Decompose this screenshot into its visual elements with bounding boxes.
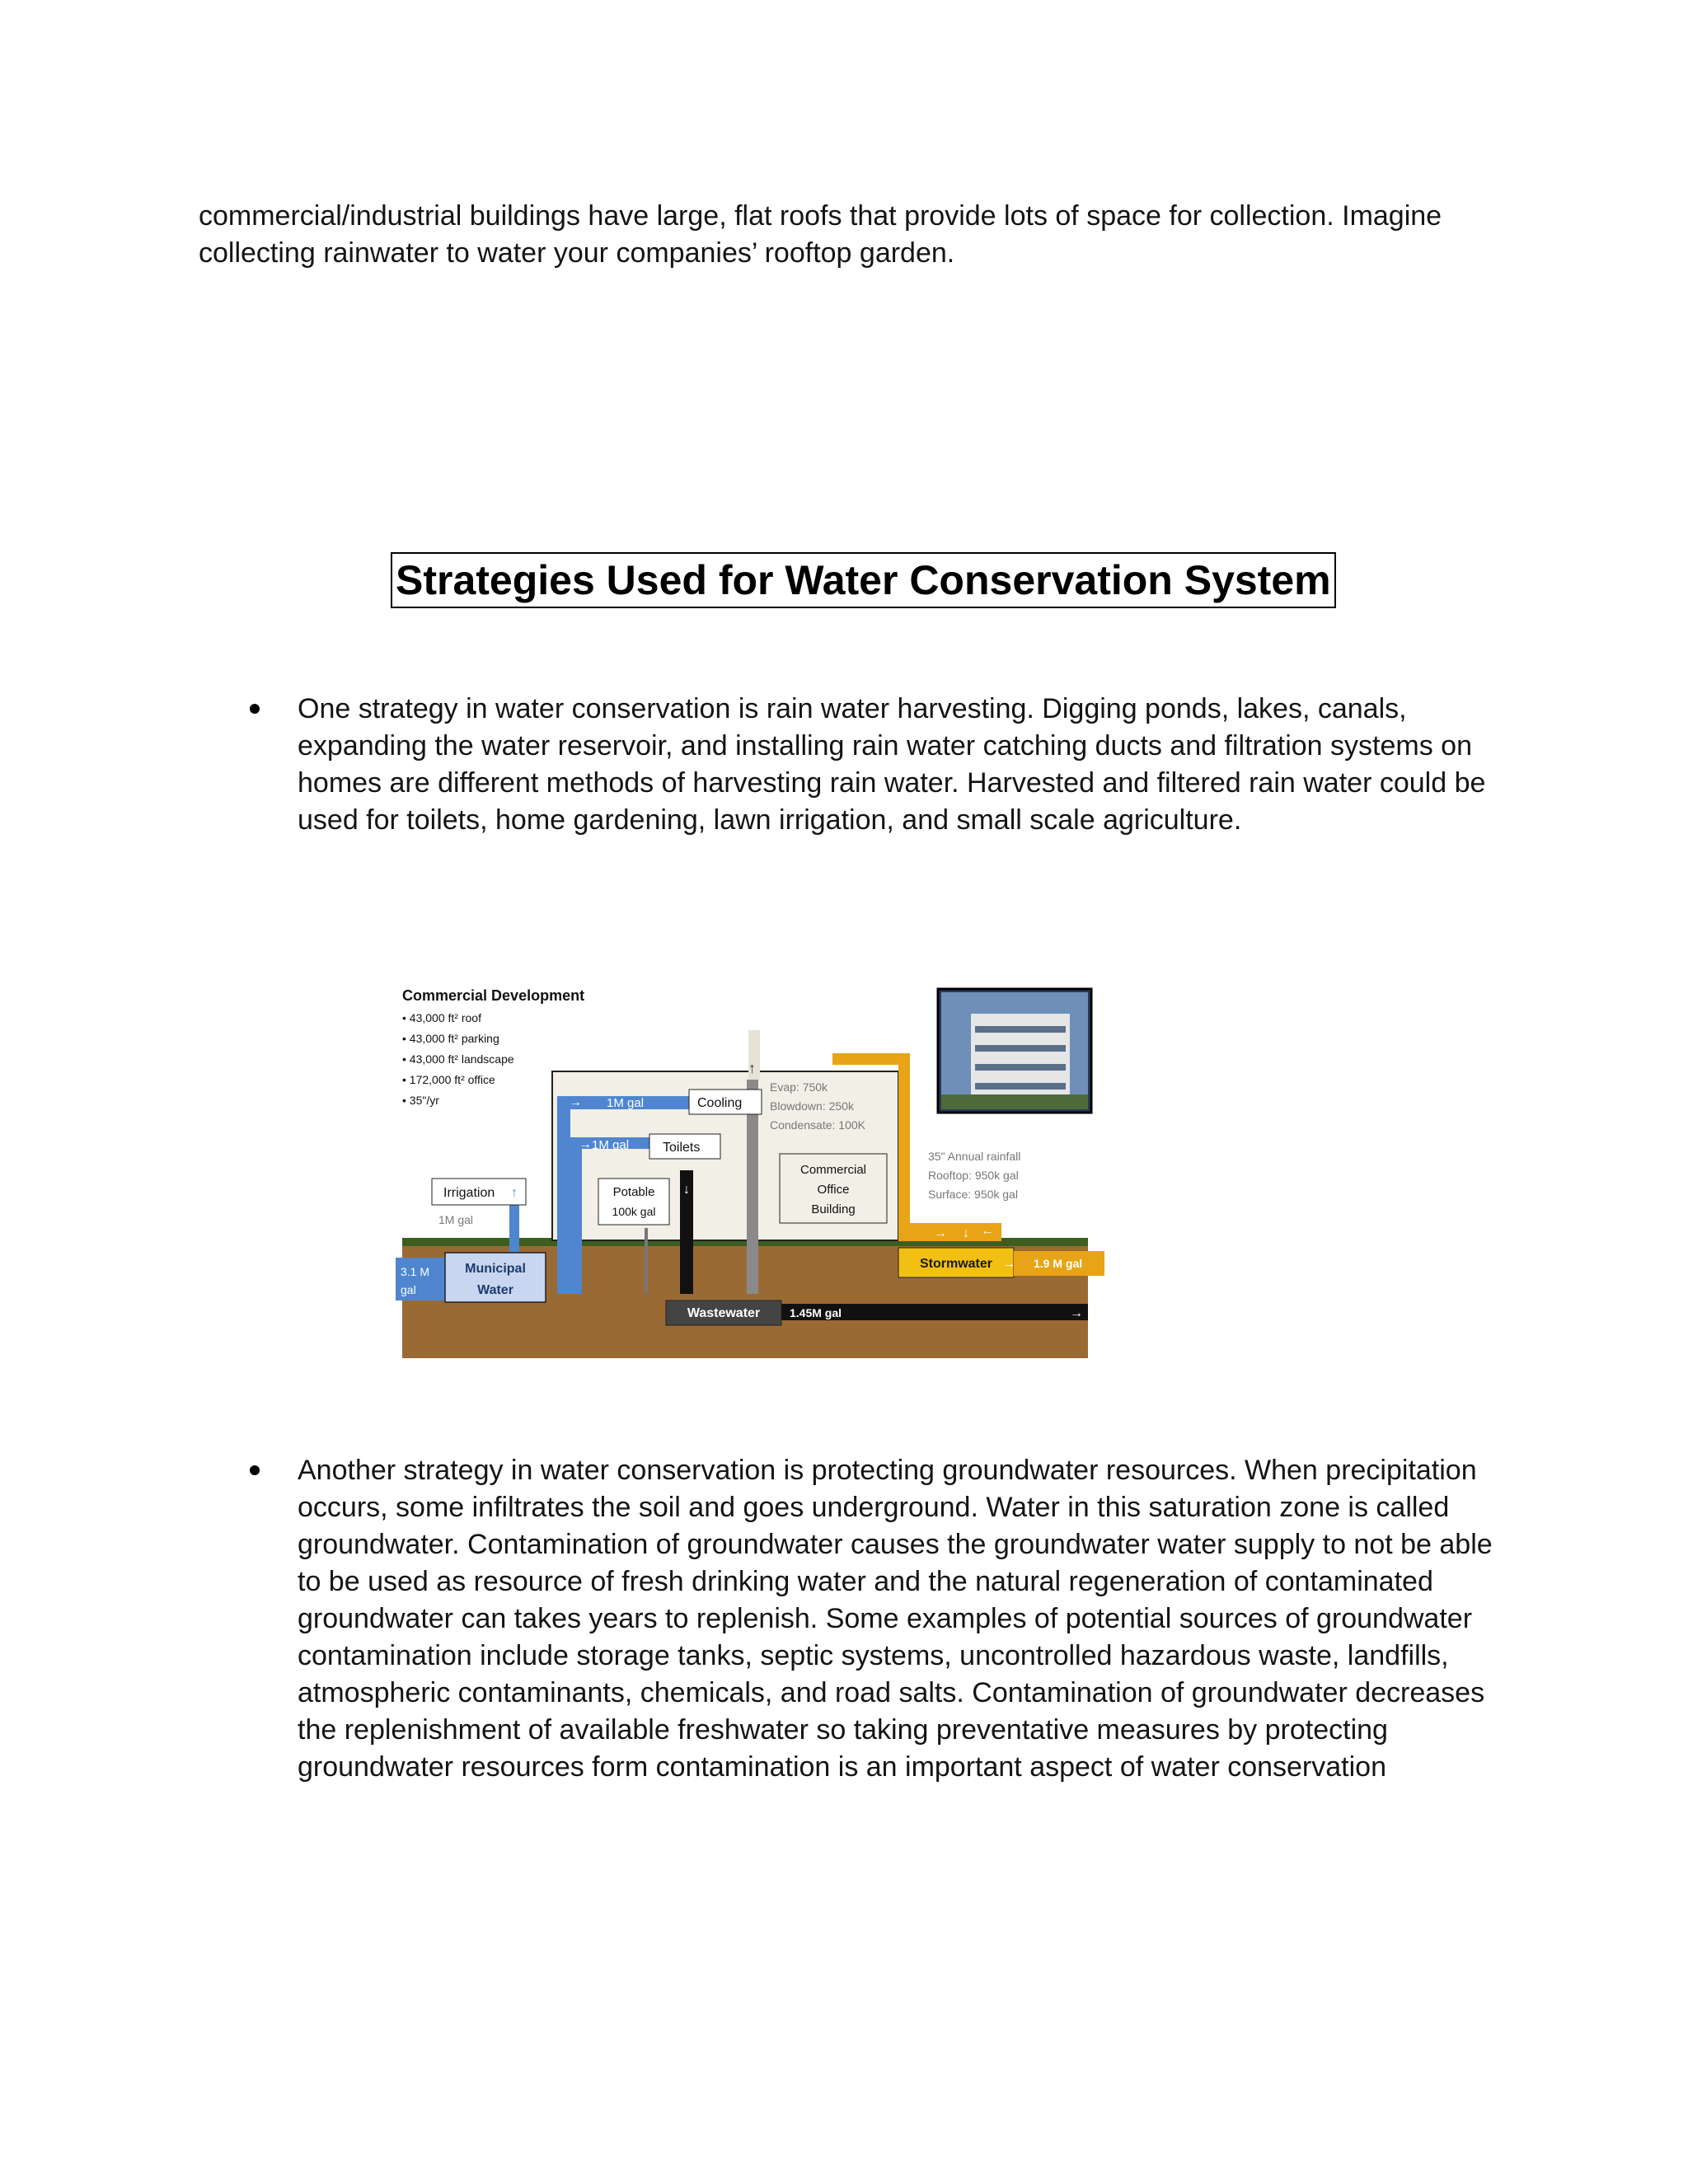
- flow-arrow: →: [569, 1095, 582, 1109]
- water-flow-diagram: [394, 981, 1111, 1368]
- spec-line: • 43,000 ft² landscape: [402, 1052, 514, 1066]
- flow-arrow: →: [1002, 1257, 1015, 1271]
- bullet-icon: [250, 704, 260, 714]
- bullet-icon: [250, 1465, 260, 1475]
- rainfall-line: Surface: 950k gal: [928, 1188, 1018, 1201]
- wastewater-label: Wastewater: [687, 1306, 761, 1320]
- bullet-text: Another strategy in water conservation is protecting groundwater resources. When precipitation occurs, some infiltrates the soil and goes underground. Water in this saturation zone is called groundwater. Contamination of groundwater causes the groundwater water supply to not be able to be used as resource of fresh drinking water and the natural regeneration of contaminated groundwater can takes years to replenish. Some examples of potential sources of groundwater contamination include storage tanks, septic systems, uncontrolled hazardous waste, landfills, atmospheric contaminants, chemicals, and road salts. Contamination of groundwater decreases the replenishment of available freshwater so taking preventative measures by protecting groundwater resources form contamination is an important aspect of water conservation: [298, 1455, 1493, 1783]
- rain-pipe-top: [832, 1053, 910, 1065]
- supply-pipe-toilets-riser: [570, 1137, 582, 1294]
- spec-line: • 172,000 ft² office: [402, 1073, 495, 1086]
- municipal-flow-label: gal: [401, 1283, 416, 1296]
- irrigation-flow-label: 1M gal: [438, 1213, 474, 1226]
- diagram-shape: [975, 1083, 1066, 1090]
- bullet-text: One strategy in water conservation is rain water harvesting. Digging ponds, lakes, canals, expanding the water reservoir, and installing rain water catching ducts and filtration systems on homes are different methods of harvesting rain water. Harvested and filtered rain water could be used for toilets, home gardening, lawn irrigation, and small scale agriculture.: [298, 693, 1486, 836]
- diagram-shape: [975, 1045, 1066, 1052]
- toilets-label: Toilets: [663, 1141, 701, 1155]
- municipal-flow-label: 3.1 M: [401, 1265, 430, 1278]
- flow-arrow: ↓: [683, 1183, 690, 1197]
- flow-arrow: ↑: [511, 1186, 518, 1200]
- rainfall-line: Rooftop: 950k gal: [928, 1169, 1019, 1182]
- cooling-flow-label: 1M gal: [607, 1096, 645, 1110]
- office-label: Commercial: [799, 1163, 867, 1177]
- intro-paragraph: commercial/industrial buildings have large, flat roofs that provide lots of space for collection. Imagine collecting rainwater to water your companies’ rooftop garden.: [199, 200, 1442, 269]
- office-label: Building: [811, 1202, 856, 1216]
- diagram-shape: [941, 1094, 1088, 1109]
- flow-arrow: →: [579, 1137, 592, 1151]
- office-label: Office: [817, 1183, 850, 1197]
- section-heading: Strategies Used for Water Conservation System: [391, 552, 1336, 608]
- potable-label: 100k gal: [612, 1205, 656, 1218]
- flow-arrow: ↓: [963, 1226, 969, 1240]
- cooling-label: Cooling: [697, 1096, 743, 1110]
- potable-label: Potable: [612, 1185, 655, 1199]
- stormwater-label: Stormwater: [919, 1257, 993, 1271]
- supply-pipe-main: [557, 1096, 570, 1294]
- evap-line: Blowdown: 250k: [770, 1099, 854, 1113]
- flow-arrow: →: [1070, 1306, 1083, 1320]
- evap-line: Condensate: 100K: [770, 1118, 865, 1132]
- municipal-label: Water: [477, 1283, 513, 1297]
- spec-line: • 43,000 ft² roof: [402, 1011, 481, 1024]
- diagram-shape: [975, 1026, 1066, 1033]
- irrigation-label: Irrigation: [443, 1186, 495, 1200]
- toilets-flow-label: 1M gal: [592, 1138, 630, 1152]
- flow-arrow: →: [934, 1226, 947, 1240]
- wastewater-flow-label: 1.45M gal: [790, 1306, 842, 1319]
- flow-arrow: ←: [981, 1224, 994, 1238]
- spec-line: • 35"/yr: [402, 1094, 439, 1107]
- rain-pipe-vertical: [898, 1053, 910, 1241]
- potable-pipe: [645, 1228, 648, 1294]
- diagram-shape: [975, 1064, 1066, 1071]
- stormwater-flow-label: 1.9 M gal: [1034, 1257, 1083, 1270]
- diagram-title: Commercial Development: [402, 987, 585, 1004]
- flow-arrow: ↑: [748, 1060, 756, 1076]
- evap-line: Evap: 750k: [770, 1080, 828, 1094]
- supply-pipe-irrigation: [509, 1203, 519, 1256]
- spec-line: • 43,000 ft² parking: [402, 1032, 499, 1045]
- rainfall-line: 35" Annual rainfall: [928, 1150, 1021, 1163]
- municipal-label: Municipal: [465, 1262, 526, 1276]
